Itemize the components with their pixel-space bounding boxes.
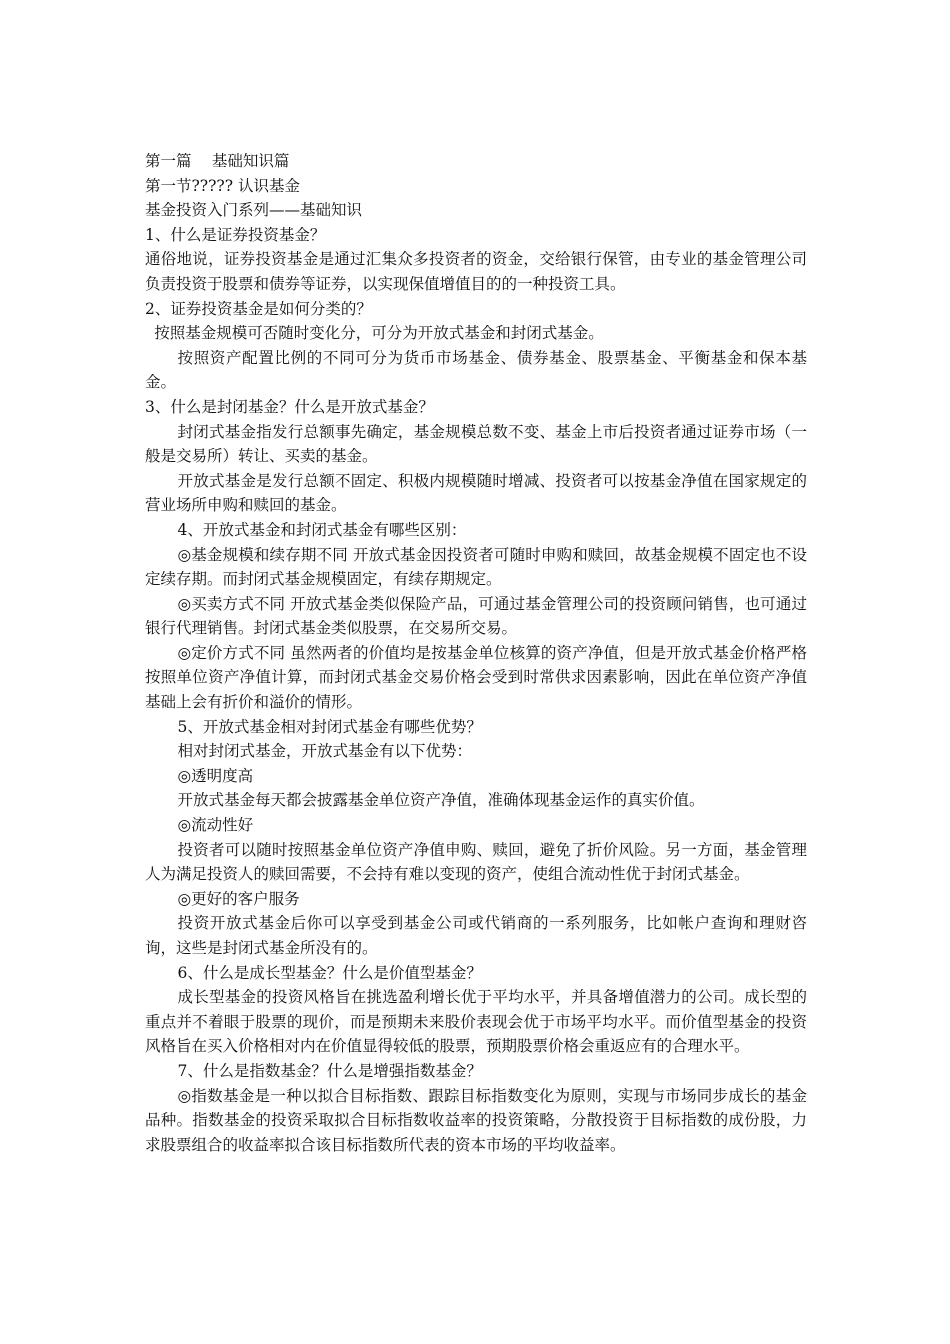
answer-2-paragraph: 按照资产配置比例的不同可分为货币市场基金、债券基金、股票基金、平衡基金和保本基金。 bbox=[145, 348, 807, 392]
answer-3-paragraph: 开放式基金是发行总额不固定、积极内规模随时增减、投资者可以按基金净值在国家规定的营业场所申购和赎回的基金。 bbox=[145, 471, 807, 515]
answer-5-text: 开放式基金每天都会披露基金单位资产净值，准确体现基金运作的真实价值。 bbox=[177, 791, 705, 810]
question-4: 4、开放式基金和封闭式基金有哪些区别： bbox=[177, 520, 467, 539]
section-title: 第一节????? 认识基金 bbox=[145, 176, 300, 195]
question-7: 7、什么是指数基金？什么是增强指数基金？ bbox=[177, 1061, 482, 1080]
question-6: 6、什么是成长型基金？什么是价值型基金？ bbox=[177, 963, 482, 982]
answer-1: 通俗地说，证券投资基金是通过汇集众多投资者的资金，交给银行保管，由专业的基金管理公司负责投资于股票和债券等证券，以实现保值增值目的的一种投资工具。 bbox=[145, 250, 807, 293]
answer-2-paragraph: 按照基金规模可否随时变化分，可分为开放式基金和封闭式基金。 bbox=[154, 324, 604, 343]
question-5: 5、开放式基金相对封闭式基金有哪些优势？ bbox=[177, 717, 482, 736]
document-body bbox=[145, 149, 807, 1157]
part-title: 第一篇 基础知识篇 bbox=[145, 152, 290, 170]
question-1: 1、什么是证券投资基金？ bbox=[145, 225, 326, 244]
answer-4-paragraph: ◎买卖方式不同 开放式基金类似保险产品，可通过基金管理公司的投资顾问销售，也可通过银行代理销售。封闭式基金类似股票，在交易所交易。 bbox=[145, 594, 807, 638]
answer-5-text: 投资者可以随时按照基金单位资产净值申购、赎回，避免了折价风险。另一方面，基金管理人为满足投资人的赎回需要，不会持有难以变现的资产，使组合流动性优于封闭式基金。 bbox=[145, 840, 807, 884]
answer-6: 成长型基金的投资风格旨在挑选盈利增长优于平均水平，并具备增值潜力的公司。成长型的重点并不着眼于股票的现价，而是预期未来股价表现会优于市场平均水平。而价值型基金的投资风格旨在买入价格相对内在价值显得较低的股票，预期股票价格会重返应有的合理水平。 bbox=[145, 988, 807, 1056]
question-3: 3、什么是封闭基金？什么是开放式基金？ bbox=[145, 397, 434, 416]
answer-3-paragraph: 封闭式基金指发行总额事先确定，基金规模总数不变、基金上市后投资者通过证券市场（一般是交易所）转让、买卖的基金。 bbox=[145, 422, 807, 466]
answer-5-heading: ◎透明度高 bbox=[177, 766, 254, 785]
answer-4-paragraph: ◎定价方式不同 虽然两者的价值均是按基金单位核算的资产净值，但是开放式基金价格严格按照单位资产净值计算，而封闭式基金交易价格会受到时常供求因素影响，因此在单位资产净值基础上会有折价和溢价的情形。 bbox=[145, 643, 807, 712]
answer-5-heading: ◎流动性好 bbox=[177, 816, 254, 835]
question-2: 2、证券投资基金是如何分类的？ bbox=[145, 299, 372, 318]
series-title: 基金投资入门系列——基础知识 bbox=[145, 201, 363, 220]
answer-5-text: 投资开放式基金后你可以享受到基金公司或代销商的一系列服务，比如帐户查询和理财咨询，这些是封闭式基金所没有的。 bbox=[145, 914, 807, 957]
answer-5-heading: ◎更好的客户服务 bbox=[177, 889, 300, 908]
answer-5-intro: 相对封闭式基金，开放式基金有以下优势： bbox=[177, 742, 473, 761]
answer-4-paragraph: ◎基金规模和续存期不同 开放式基金因投资者可随时申购和赎回，故基金规模不固定也不设定续存期。而封闭式基金规模固定，有续存期规定。 bbox=[145, 545, 807, 589]
answer-7: ◎指数基金是一种以拟合目标指数、跟踪目标指数变化为原则，实现与市场同步成长的基金品种。指数基金的投资采取拟合目标指数收益率的投资策略，分散投资于目标指数的成份股，力求股票组合的收益率拟合该目标指数所代表的资本市场的平均收益率。 bbox=[145, 1086, 807, 1154]
